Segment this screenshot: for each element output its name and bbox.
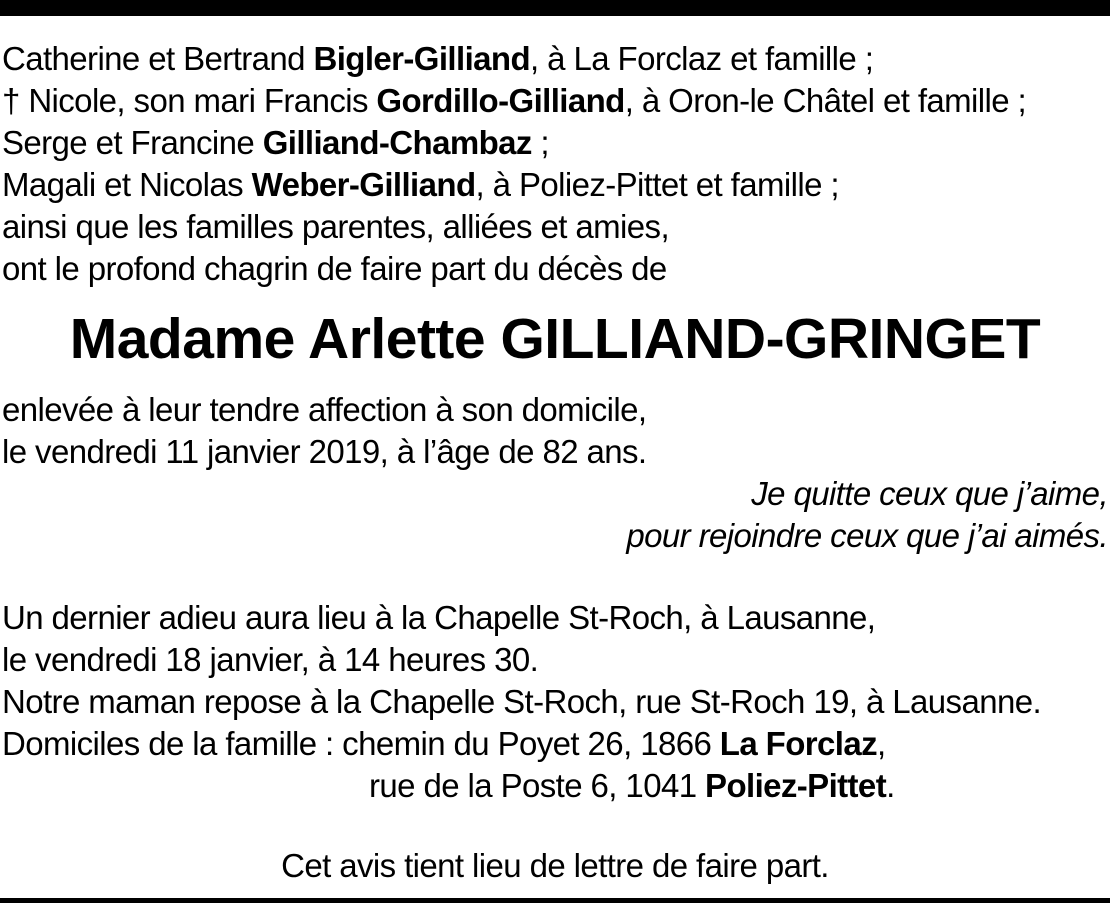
ceremony-line-3: Notre maman repose à la Chapelle St-Roch, rue St-Roch 19, à Lausanne. bbox=[2, 683, 1042, 720]
domicile-address-2: rue de la Poste 6, 1041 bbox=[369, 767, 706, 804]
death-line-1: enlevée à leur tendre affection à son domicile, bbox=[2, 391, 647, 428]
top-rule bbox=[0, 0, 1110, 16]
closing-line: Cet avis tient lieu de lettre de faire part. bbox=[281, 847, 829, 884]
family-line-3-suffix: ; bbox=[531, 124, 549, 161]
family-line-1 bbox=[2, 38, 873, 80]
family-line-4 bbox=[2, 164, 839, 206]
death-line-2: le vendredi 11 janvier 2019, à l’âge de 82 ans. bbox=[2, 433, 647, 470]
family-name-3: Gilliand-Chambaz bbox=[262, 124, 532, 161]
family-line-2-prefix: † Nicole, son mari Francis bbox=[2, 82, 377, 119]
family-line-1-prefix: Catherine et Bertrand bbox=[2, 40, 314, 77]
family-name-1: Bigler-Gilliand bbox=[313, 40, 531, 77]
ceremony-line-2: le vendredi 18 janvier, à 14 heures 30. bbox=[2, 641, 539, 678]
family-line-4-suffix: , à Poliez-Pittet et famille ; bbox=[475, 166, 839, 203]
deceased-name: Madame Arlette GILLIAND-GRINGET bbox=[69, 307, 1041, 371]
family-line-1-suffix: , à La Forclaz et famille ; bbox=[530, 40, 874, 77]
family-name-2: Gordillo-Gilliand bbox=[376, 82, 625, 119]
family-line-2 bbox=[2, 80, 1026, 122]
intro-line-2: ont le profond chagrin de faire part du décès de bbox=[2, 250, 667, 287]
domiciles-line-1 bbox=[2, 723, 886, 765]
quote-line-1: Je quitte ceux que j’aime, bbox=[751, 475, 1108, 512]
bottom-rule bbox=[0, 898, 1110, 903]
family-line-3-prefix: Serge et Francine bbox=[2, 124, 263, 161]
domicile-place-2: Poliez-Pittet bbox=[705, 767, 887, 804]
family-name-4: Weber-Gilliand bbox=[251, 166, 476, 203]
domiciles-label: Domiciles de la famille : chemin du Poyet 26, 1866 bbox=[2, 725, 720, 762]
domiciles-line-2 bbox=[369, 765, 895, 807]
quote-line-2: pour rejoindre ceux que j’ai aimés. bbox=[626, 517, 1108, 554]
domicile-sep-2: . bbox=[886, 767, 895, 804]
family-line-4-prefix: Magali et Nicolas bbox=[2, 166, 252, 203]
ceremony-line-1: Un dernier adieu aura lieu à la Chapelle St-Roch, à Lausanne, bbox=[2, 599, 876, 636]
domicile-sep-1: , bbox=[877, 725, 886, 762]
intro-line-1: ainsi que les familles parentes, alliées et amies, bbox=[2, 208, 670, 245]
domicile-place-1: La Forclaz bbox=[719, 725, 878, 762]
family-line-2-suffix: , à Oron-le Châtel et famille ; bbox=[624, 82, 1027, 119]
family-line-3 bbox=[2, 122, 549, 164]
